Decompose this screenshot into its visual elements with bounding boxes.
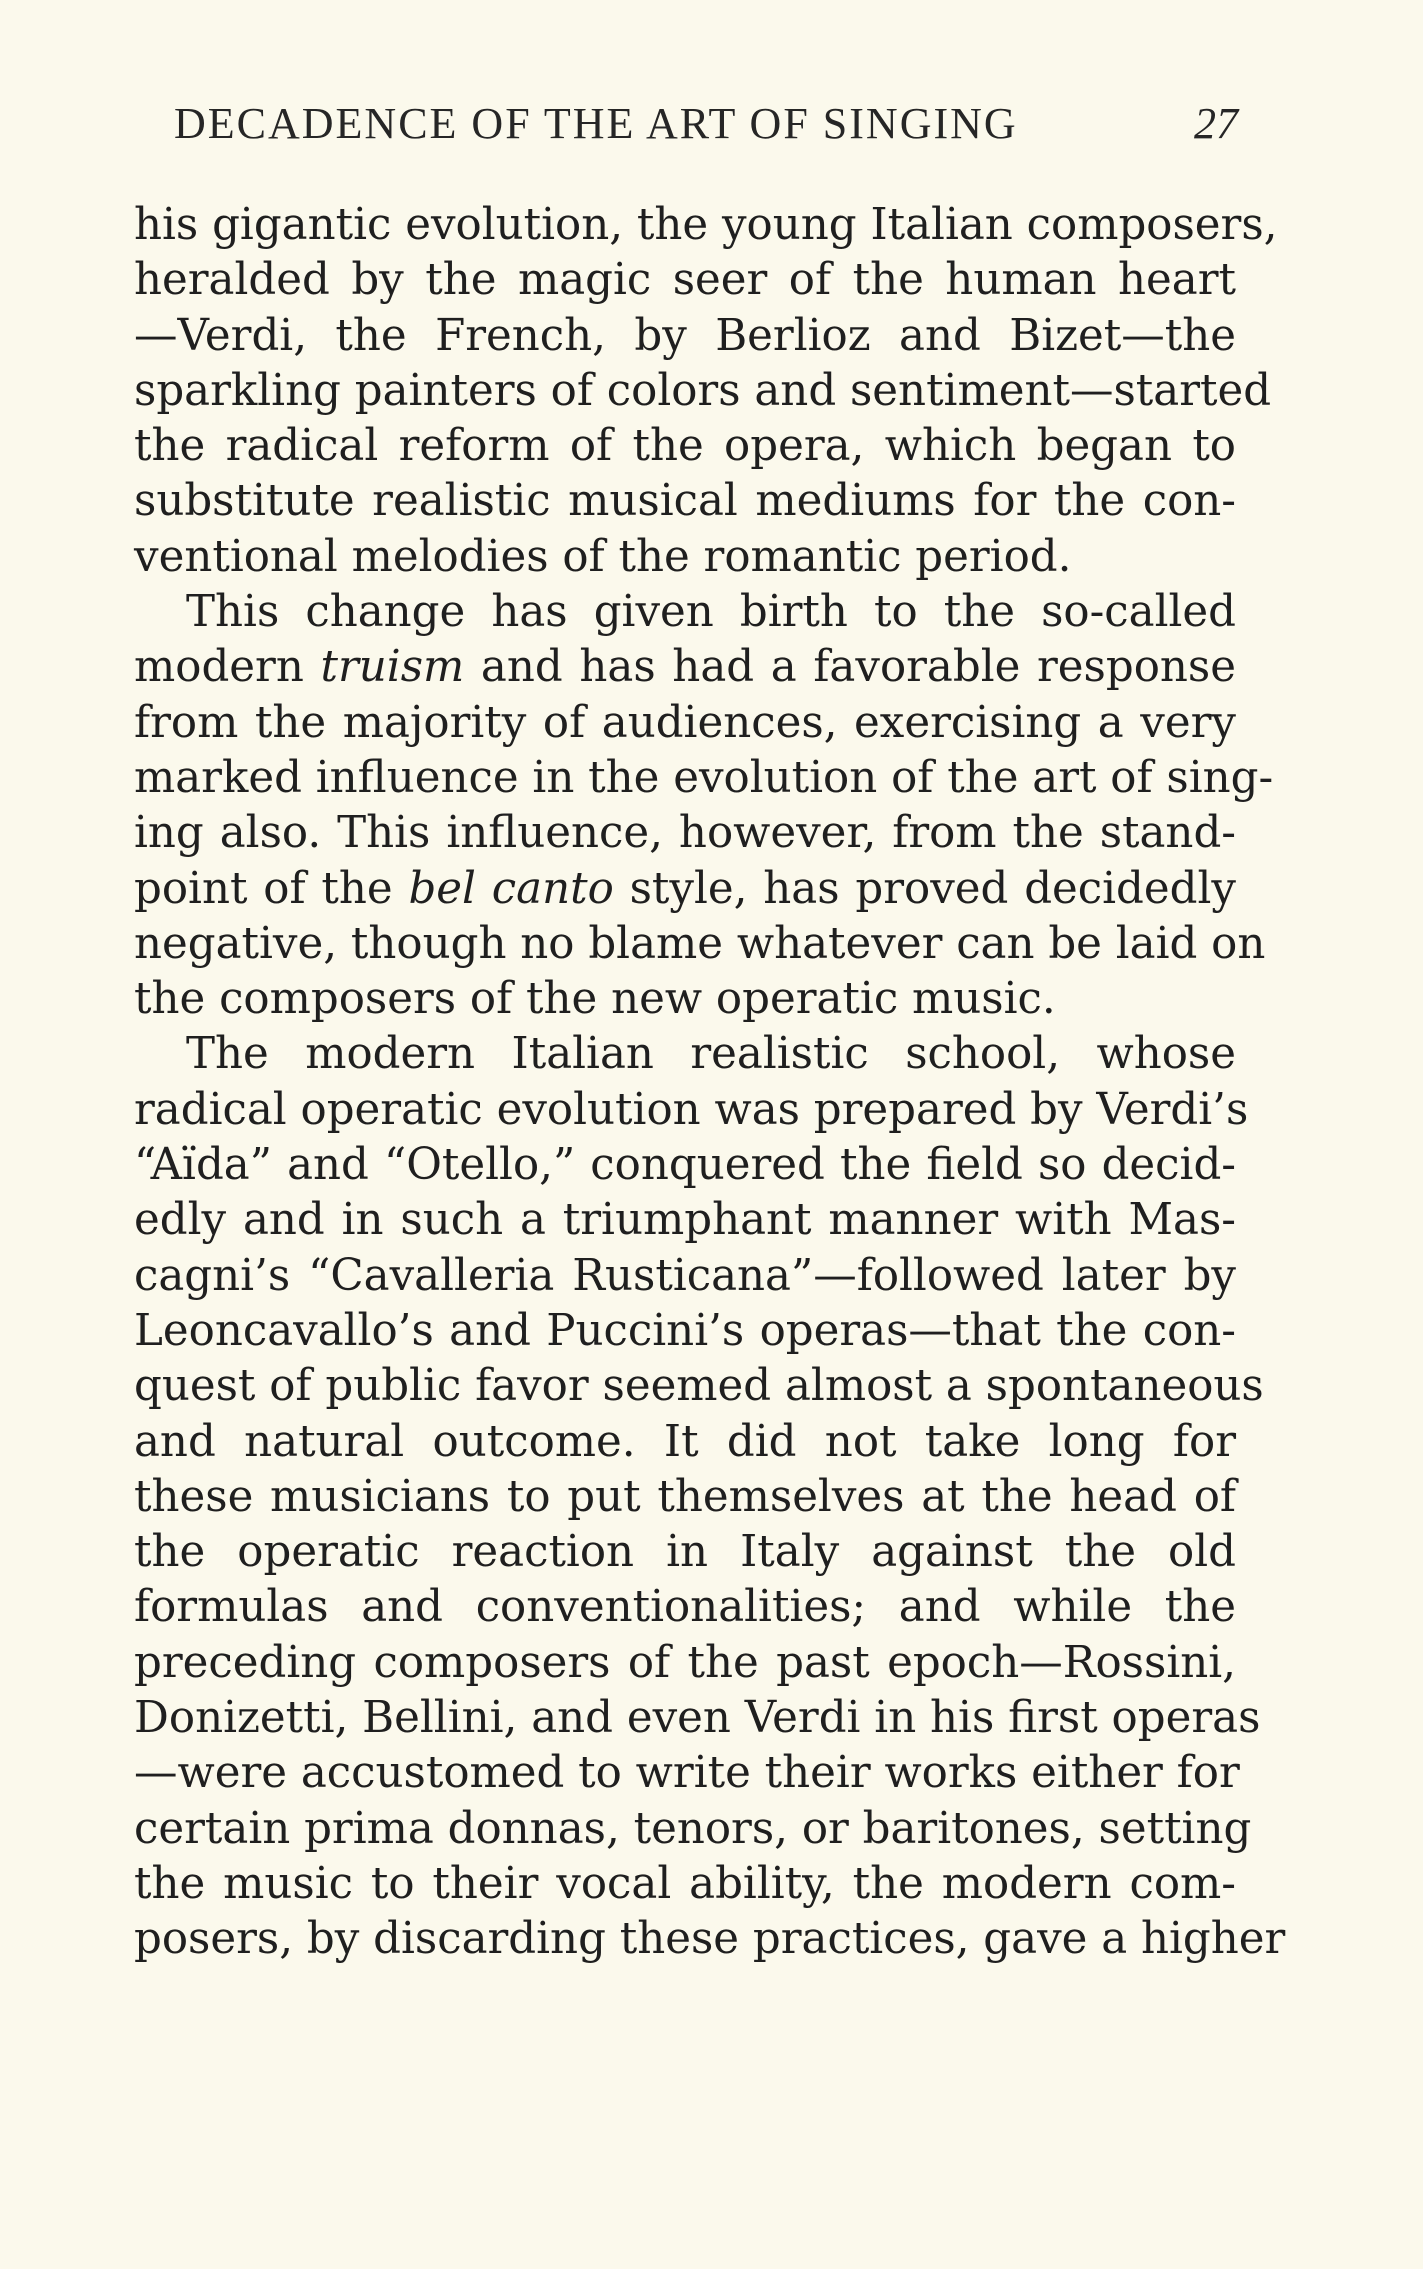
text-run: point of the	[134, 863, 409, 914]
text-run: radical operatic evolution was prepared by Verdi’s	[134, 1084, 1249, 1135]
body-text	[134, 198, 1286, 1968]
text-line	[134, 1912, 1286, 1967]
text-run: formulas and conventionalities; and while the	[134, 1582, 1236, 1633]
text-line	[134, 198, 1278, 253]
text-run: sparkling painters of colors and sentiment—started	[134, 365, 1272, 416]
text-run: his gigantic evolution, the young Italian composers,	[134, 200, 1278, 250]
text-line	[134, 1415, 1236, 1470]
text-line	[134, 640, 1236, 695]
text-line	[134, 1193, 1236, 1248]
text-run: and natural outcome. It did not take long for	[134, 1416, 1236, 1467]
text-run: cagni’s “Cavalleria Rusticana”—followed later by	[134, 1250, 1236, 1301]
text-run: marked influence in the evolution of the art of sing-	[134, 752, 1274, 803]
text-run: from the majority of audiences, exercising a very	[134, 697, 1236, 748]
text-run: the music to their vocal ability, the modern com-	[134, 1858, 1236, 1909]
text-line	[134, 1525, 1236, 1580]
text-line	[134, 1580, 1236, 1635]
page-number: 27	[1194, 99, 1238, 148]
text-run: these musicians to put themselves at the head of	[134, 1471, 1236, 1522]
text-line	[134, 1636, 1236, 1691]
text-run: “Aïda” and “Otello,” conquered the field so decid-	[134, 1140, 1236, 1191]
text-line	[134, 862, 1236, 917]
text-line	[134, 1746, 1240, 1801]
text-line	[134, 530, 1236, 585]
text-run: ventional melodies of the romantic period.	[134, 531, 1072, 582]
text-run: the composers of the new operatic music.	[134, 974, 1056, 1025]
text-line	[134, 585, 1236, 640]
text-run: Leoncavallo’s and Puccini’s operas—that the con-	[134, 1305, 1236, 1356]
text-run: —Verdi, the French, by Berlioz and Bizet—the	[134, 310, 1236, 361]
text-line	[134, 1359, 1264, 1414]
text-run: and has had a favorable response	[464, 642, 1236, 693]
text-line	[134, 806, 1236, 861]
running-head-title: DECADENCE OF THE ART OF SINGING	[174, 99, 1018, 148]
text-line	[134, 1083, 1249, 1138]
text-line	[134, 751, 1274, 806]
text-run: substitute realistic musical mediums for the con-	[134, 476, 1236, 527]
text-line	[134, 1857, 1236, 1912]
text-line	[134, 1470, 1236, 1525]
text-run: posers, by discarding these practices, gave a higher	[134, 1914, 1286, 1965]
text-run: negative, though no blame whatever can be laid on	[134, 918, 1266, 969]
text-run: edly and in such a triumphant manner with Mas-	[134, 1195, 1236, 1246]
text-run: The modern Italian realistic school, whose	[186, 1029, 1236, 1080]
text-line	[134, 696, 1236, 751]
text-line	[134, 474, 1236, 529]
italic-text: truism	[320, 642, 465, 693]
text-run: quest of public favor seemed almost a spontaneous	[134, 1361, 1264, 1412]
text-line	[134, 253, 1236, 308]
text-run: style, has proved decidedly	[613, 863, 1236, 914]
text-line	[134, 1691, 1261, 1746]
text-line	[134, 1027, 1236, 1082]
text-run: the operatic reaction in Italy against the old	[134, 1527, 1236, 1578]
text-run: certain prima donnas, tenors, or baritones, setting	[134, 1803, 1252, 1854]
text-line	[134, 1249, 1236, 1304]
text-line	[134, 917, 1266, 972]
text-line	[134, 364, 1272, 419]
text-line	[134, 1304, 1236, 1359]
italic-text: bel canto	[408, 863, 614, 914]
text-run: ing also. This influence, however, from the stand-	[134, 808, 1236, 859]
text-line	[134, 419, 1236, 474]
text-line	[134, 309, 1236, 364]
text-run: —were accustomed to write their works either for	[134, 1748, 1240, 1799]
text-line	[134, 1138, 1236, 1193]
text-line	[134, 972, 1236, 1027]
text-run: This change has given birth to the so-called	[186, 587, 1236, 638]
text-run: Donizetti, Bellini, and even Verdi in his first operas	[134, 1693, 1261, 1744]
text-run: preceding composers of the past epoch—Rossini,	[134, 1637, 1236, 1688]
running-head	[174, 98, 1238, 158]
text-line	[134, 1802, 1252, 1857]
text-run: heralded by the magic seer of the human heart	[134, 255, 1236, 306]
text-run: modern	[134, 642, 321, 693]
text-run: the radical reform of the opera, which began to	[134, 421, 1236, 472]
